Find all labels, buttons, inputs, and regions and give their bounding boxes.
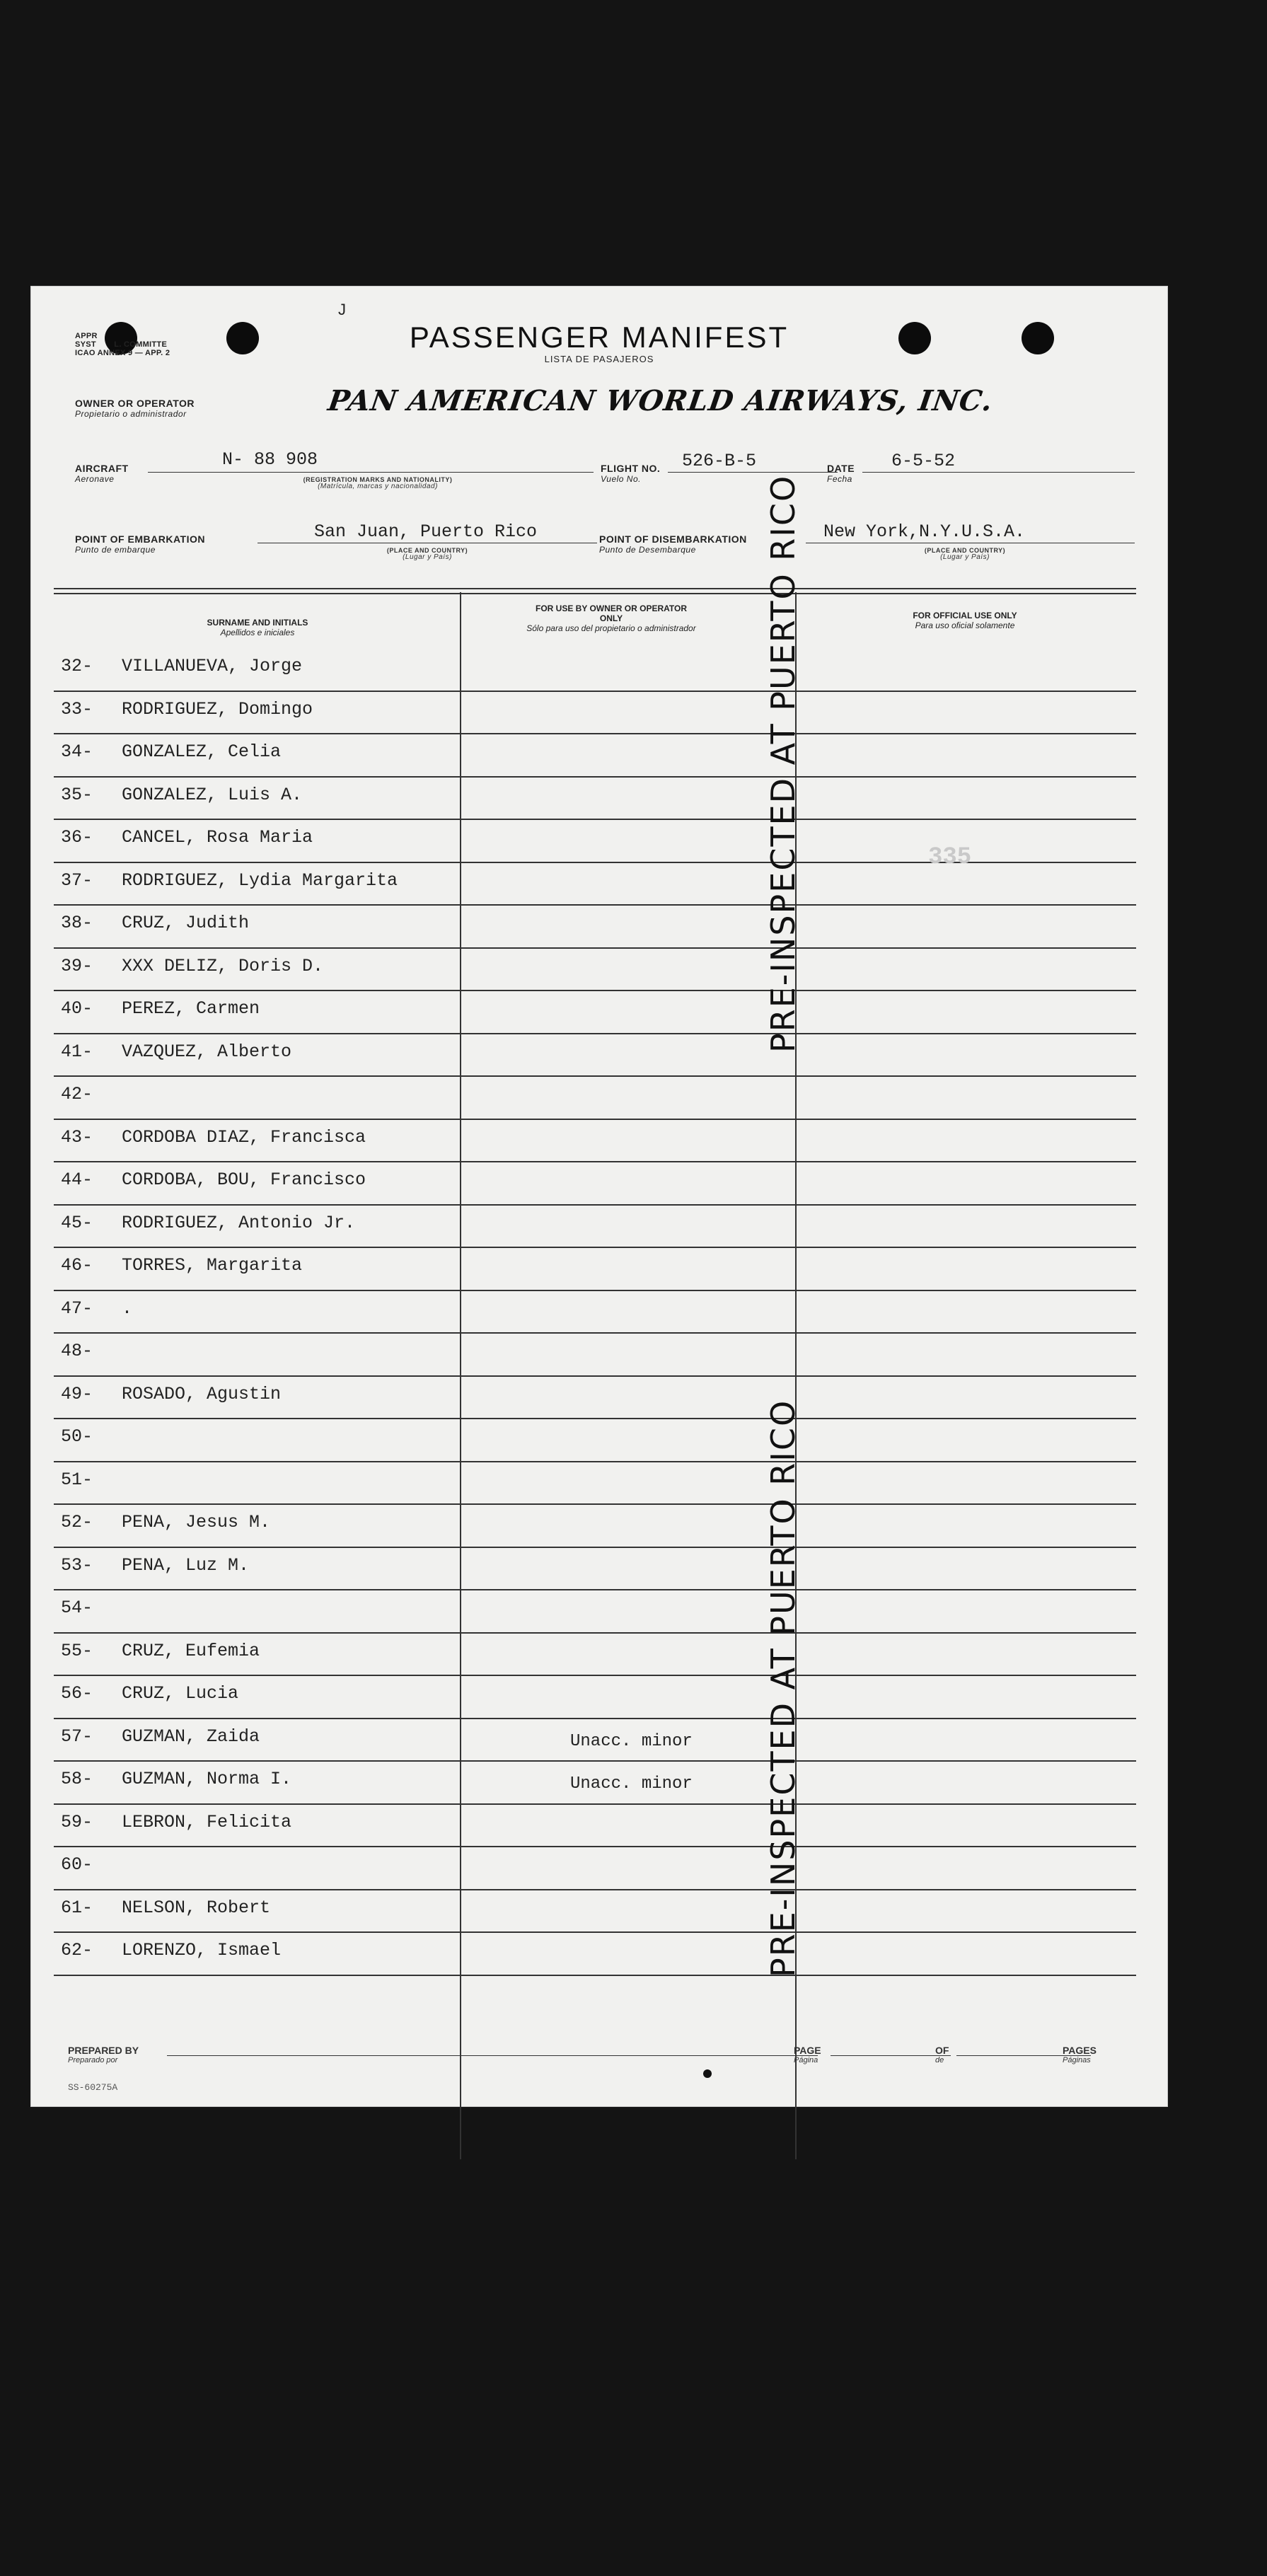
passenger-name: CRUZ, Eufemia xyxy=(122,1640,260,1661)
row-number: 32- xyxy=(61,656,93,676)
operator-note: Unacc. minor xyxy=(570,1731,693,1751)
row-number: 55- xyxy=(61,1640,93,1661)
table-row xyxy=(54,1676,1136,1719)
passenger-name: LEBRON, Felicita xyxy=(122,1811,292,1832)
row-number: 44- xyxy=(61,1169,93,1190)
table-row xyxy=(54,1590,1136,1634)
table-row xyxy=(54,906,1136,949)
passenger-name: TORRES, Margarita xyxy=(122,1255,303,1276)
passenger-name: CORDOBA DIAZ, Francisca xyxy=(122,1126,366,1148)
table-row xyxy=(54,1248,1136,1291)
row-number: 45- xyxy=(61,1212,93,1233)
owner-label: OWNER OR OPERATOR Propietario o administrador xyxy=(75,398,195,419)
row-number: 56- xyxy=(61,1683,93,1704)
table-row xyxy=(54,1719,1136,1762)
row-number: 38- xyxy=(61,913,93,933)
passenger-name: CANCEL, Rosa Maria xyxy=(122,827,313,848)
table-row xyxy=(54,1206,1136,1249)
ink-dot xyxy=(703,2069,712,2078)
table-row xyxy=(54,1847,1136,1890)
prepared-by-underline xyxy=(167,2055,818,2056)
row-number: 51- xyxy=(61,1469,93,1490)
table-row xyxy=(54,863,1136,906)
prepared-by-label: PREPARED BY Preparado por xyxy=(68,2045,139,2064)
passenger-name: PENA, Jesus M. xyxy=(122,1512,271,1532)
row-number: 39- xyxy=(61,955,93,976)
page-subtitle: LISTA DE PASAJEROS xyxy=(544,354,654,364)
row-number: 46- xyxy=(61,1255,93,1276)
passenger-name: CRUZ, Judith xyxy=(122,913,250,933)
table-row xyxy=(54,1462,1136,1506)
row-number: 58- xyxy=(61,1769,93,1789)
table-row xyxy=(54,649,1136,692)
approval-line: SYST xyxy=(75,340,96,349)
row-number: 42- xyxy=(61,1084,93,1104)
row-number: 43- xyxy=(61,1126,93,1148)
table-row xyxy=(54,1077,1136,1120)
pre-inspected-stamp: PRE-INSPECTED AT PUERTO RICO xyxy=(764,1399,802,1977)
table-row xyxy=(54,1890,1136,1934)
passenger-name: PENA, Luz M. xyxy=(122,1554,250,1576)
table-row xyxy=(54,778,1136,821)
operator-note: Unacc. minor xyxy=(570,1774,693,1794)
date-value: 6-5-52 xyxy=(891,451,956,471)
table-row xyxy=(54,1162,1136,1206)
column-header-official-use: FOR OFFICIAL USE ONLY Para uso oficial solamente xyxy=(913,611,1017,630)
row-number: 34- xyxy=(61,741,93,762)
passenger-name: RODRIGUEZ, Antonio Jr. xyxy=(122,1212,356,1233)
table-row xyxy=(54,1933,1136,1976)
row-number: 35- xyxy=(61,784,93,805)
approval-line: APPR xyxy=(75,332,98,340)
column-header-surname: SURNAME AND INITIALS Apellidos e iniciales xyxy=(207,618,308,637)
row-number: 49- xyxy=(61,1383,93,1404)
form-number: SS-60275A xyxy=(68,2082,118,2093)
flight-underline xyxy=(668,472,838,473)
row-number: 41- xyxy=(61,1041,93,1062)
official-number: 335 xyxy=(928,844,972,871)
passenger-name: . xyxy=(122,1298,133,1319)
row-number: 40- xyxy=(61,998,93,1019)
row-number: 50- xyxy=(61,1426,93,1447)
table-row xyxy=(54,991,1136,1034)
table-row xyxy=(54,1034,1136,1078)
table-row xyxy=(54,820,1136,863)
row-number: 47- xyxy=(61,1298,93,1319)
passenger-name: RODRIGUEZ, Lydia Margarita xyxy=(122,870,398,891)
table-row xyxy=(54,1419,1136,1462)
aircraft-value: N- 88 908 xyxy=(222,449,318,470)
passenger-name: VILLANUEVA, Jorge xyxy=(122,656,303,676)
airline-name: PAN AMERICAN WORLD AIRWAYS, INC. xyxy=(325,384,995,417)
flight-value: 526-B-5 xyxy=(682,451,757,471)
passenger-name: PEREZ, Carmen xyxy=(122,998,260,1019)
row-number: 33- xyxy=(61,698,93,720)
aircraft-underline xyxy=(148,472,594,473)
manifest-sheet xyxy=(31,287,1167,2106)
approval-line: L. COMMITTE xyxy=(114,340,168,349)
passenger-name: GONZALEZ, Luis A. xyxy=(122,784,303,805)
passenger-name: CORDOBA, BOU, Francisco xyxy=(122,1169,366,1190)
row-number: 48- xyxy=(61,1341,93,1361)
table-row xyxy=(54,1120,1136,1163)
passenger-name: LORENZO, Ismael xyxy=(122,1940,282,1960)
date-underline xyxy=(862,472,1135,473)
passenger-name: GUZMAN, Norma I. xyxy=(122,1769,292,1789)
page-label: PAGE Página xyxy=(794,2045,821,2064)
row-number: 57- xyxy=(61,1726,93,1747)
embarkation-caption: (PLACE AND COUNTRY) (Lugar y País) xyxy=(386,547,468,561)
row-number: 54- xyxy=(61,1598,93,1618)
page-title: PASSENGER MANIFEST xyxy=(409,320,789,354)
row-number: 61- xyxy=(61,1897,93,1918)
disembarkation-caption: (PLACE AND COUNTRY) (Lugar y País) xyxy=(924,547,1006,561)
handwritten-mark: J xyxy=(338,301,346,318)
passenger-name: GUZMAN, Zaida xyxy=(122,1726,260,1747)
page-underline xyxy=(831,2055,951,2056)
table-row xyxy=(54,949,1136,992)
pre-inspected-stamp: PRE-INSPECTED AT PUERTO RICO xyxy=(764,474,802,1053)
aircraft-caption: (REGISTRATION MARKS AND NATIONALITY) (Matrícula, marcas y nacionalidad) xyxy=(303,476,453,490)
table-row xyxy=(54,1377,1136,1420)
row-number: 59- xyxy=(61,1811,93,1832)
row-number: 53- xyxy=(61,1554,93,1576)
approval-line: ICAO ANNEX 9 — APP. 2 xyxy=(75,349,170,357)
aircraft-label: AIRCRAFT Aeronave xyxy=(75,463,129,484)
row-number: 36- xyxy=(61,827,93,848)
embarkation-label: POINT OF EMBARKATION Punto de embarque xyxy=(75,533,205,555)
pages-label: PAGES Páginas xyxy=(1063,2045,1097,2064)
date-label: DATE Fecha xyxy=(827,463,855,484)
passenger-name: NELSON, Robert xyxy=(122,1897,271,1918)
table-row xyxy=(54,692,1136,735)
passenger-name: XXX DELIZ, Doris D. xyxy=(122,955,324,976)
row-number: 52- xyxy=(61,1512,93,1532)
flight-label: FLIGHT NO. Vuelo No. xyxy=(601,463,661,484)
table-row xyxy=(54,1634,1136,1677)
table-row xyxy=(54,1291,1136,1334)
passenger-name: CRUZ, Lucia xyxy=(122,1683,239,1704)
embarkation-value: San Juan, Puerto Rico xyxy=(314,521,538,542)
table-row xyxy=(54,1505,1136,1548)
disembarkation-label: POINT OF DISEMBARKATION Punto de Desembarque xyxy=(599,533,747,555)
table-row xyxy=(54,1548,1136,1591)
table-row xyxy=(54,734,1136,778)
of-label: OF de xyxy=(935,2045,949,2064)
passenger-name: RODRIGUEZ, Domingo xyxy=(122,698,313,720)
passenger-name: ROSADO, Agustin xyxy=(122,1383,282,1404)
passenger-name: VAZQUEZ, Alberto xyxy=(122,1041,292,1062)
column-header-owner-use: FOR USE BY OWNER OR OPERATOR ONLY Sólo para uso del propietario o administrador xyxy=(526,603,696,633)
table-row xyxy=(54,1334,1136,1377)
passenger-name: GONZALEZ, Celia xyxy=(122,741,282,762)
row-number: 37- xyxy=(61,870,93,891)
disembarkation-value: New York,N.Y.U.S.A. xyxy=(823,521,1026,542)
row-number: 62- xyxy=(61,1940,93,1960)
table-row xyxy=(54,1762,1136,1805)
row-number: 60- xyxy=(61,1854,93,1875)
table-row xyxy=(54,1805,1136,1848)
table-top-rule xyxy=(54,588,1136,594)
